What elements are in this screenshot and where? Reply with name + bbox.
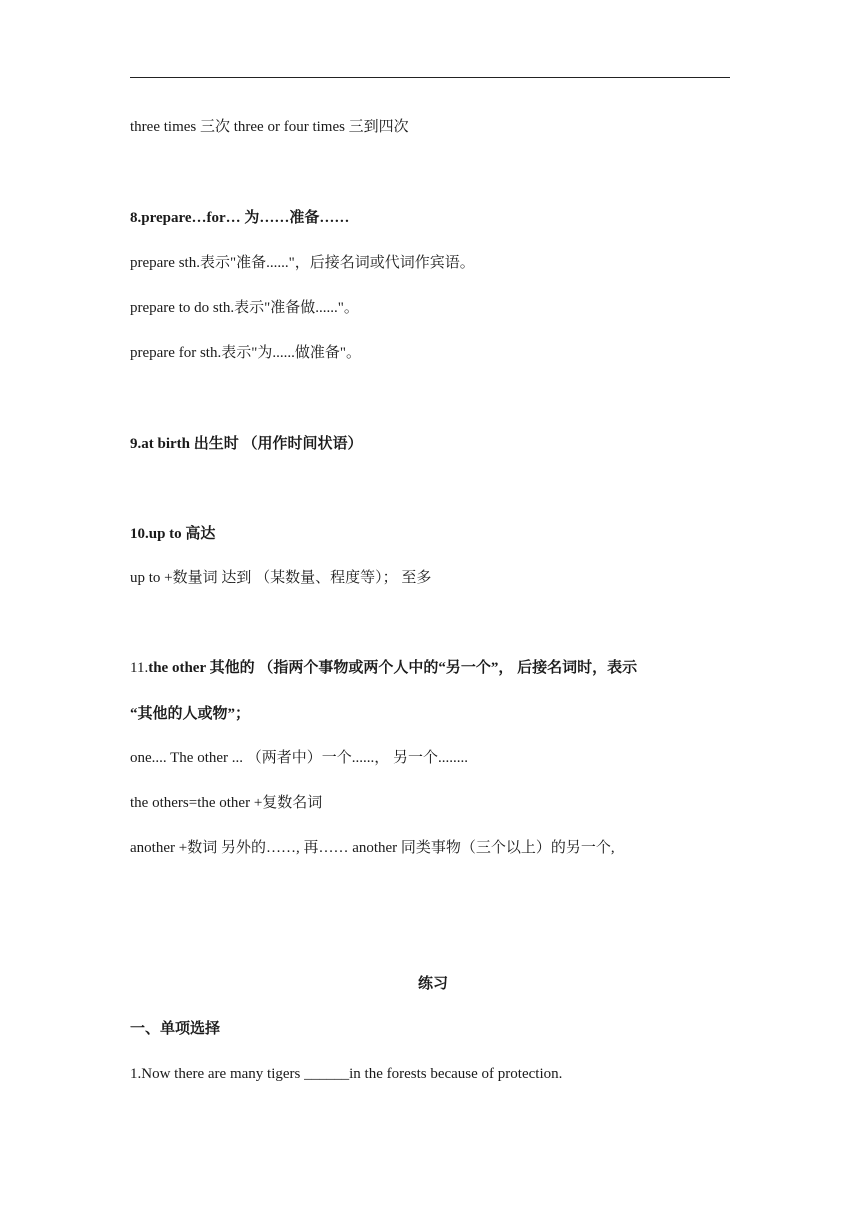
item-8-line-1: prepare sth.表示"准备......"，后接名词或代词作宾语。 bbox=[130, 255, 475, 271]
item-11-heading-text: the other 其他的 （指两个事物或两个人中的“另一个”， 后接名词时，表示 bbox=[148, 660, 638, 676]
item-9-heading: 9.at birth 出生时 （用作时间状语） bbox=[130, 436, 363, 452]
item-8-line-3: prepare for sth.表示"为......做准备"。 bbox=[130, 345, 361, 361]
item-11-line-2: the others=the other +复数名词 bbox=[130, 795, 323, 811]
item-11-heading-cont: “其他的人或物”； bbox=[130, 706, 251, 722]
item-8-heading: 8.prepare…for… 为……准备…… bbox=[130, 210, 350, 226]
item-10-line-1: up to +数量词 达到 （某数量、程度等）； 至多 bbox=[130, 570, 432, 586]
item-11-heading bbox=[130, 657, 637, 679]
question-1: 1.Now there are many tigers ______in the forests because of protection. bbox=[130, 1066, 563, 1082]
item-10-heading: 10.up to 高达 bbox=[130, 526, 216, 542]
section-heading: 一、单项选择 bbox=[130, 1019, 221, 1037]
times-line: three times 三次 three or four times 三到四次 bbox=[130, 119, 409, 135]
item-11-line-3: another +数词 另外的……, 再…… another 同类事物（三个以上）的另一个, bbox=[130, 840, 615, 856]
exercise-title: 练习 bbox=[417, 974, 448, 992]
header-rule bbox=[130, 77, 730, 78]
item-11-line-1: one.... The other ... （两者中）一个......， 另一个........ bbox=[130, 750, 469, 766]
item-11-number: 11. bbox=[130, 660, 149, 676]
item-8-line-2: prepare to do sth.表示"准备做......"。 bbox=[130, 300, 359, 316]
